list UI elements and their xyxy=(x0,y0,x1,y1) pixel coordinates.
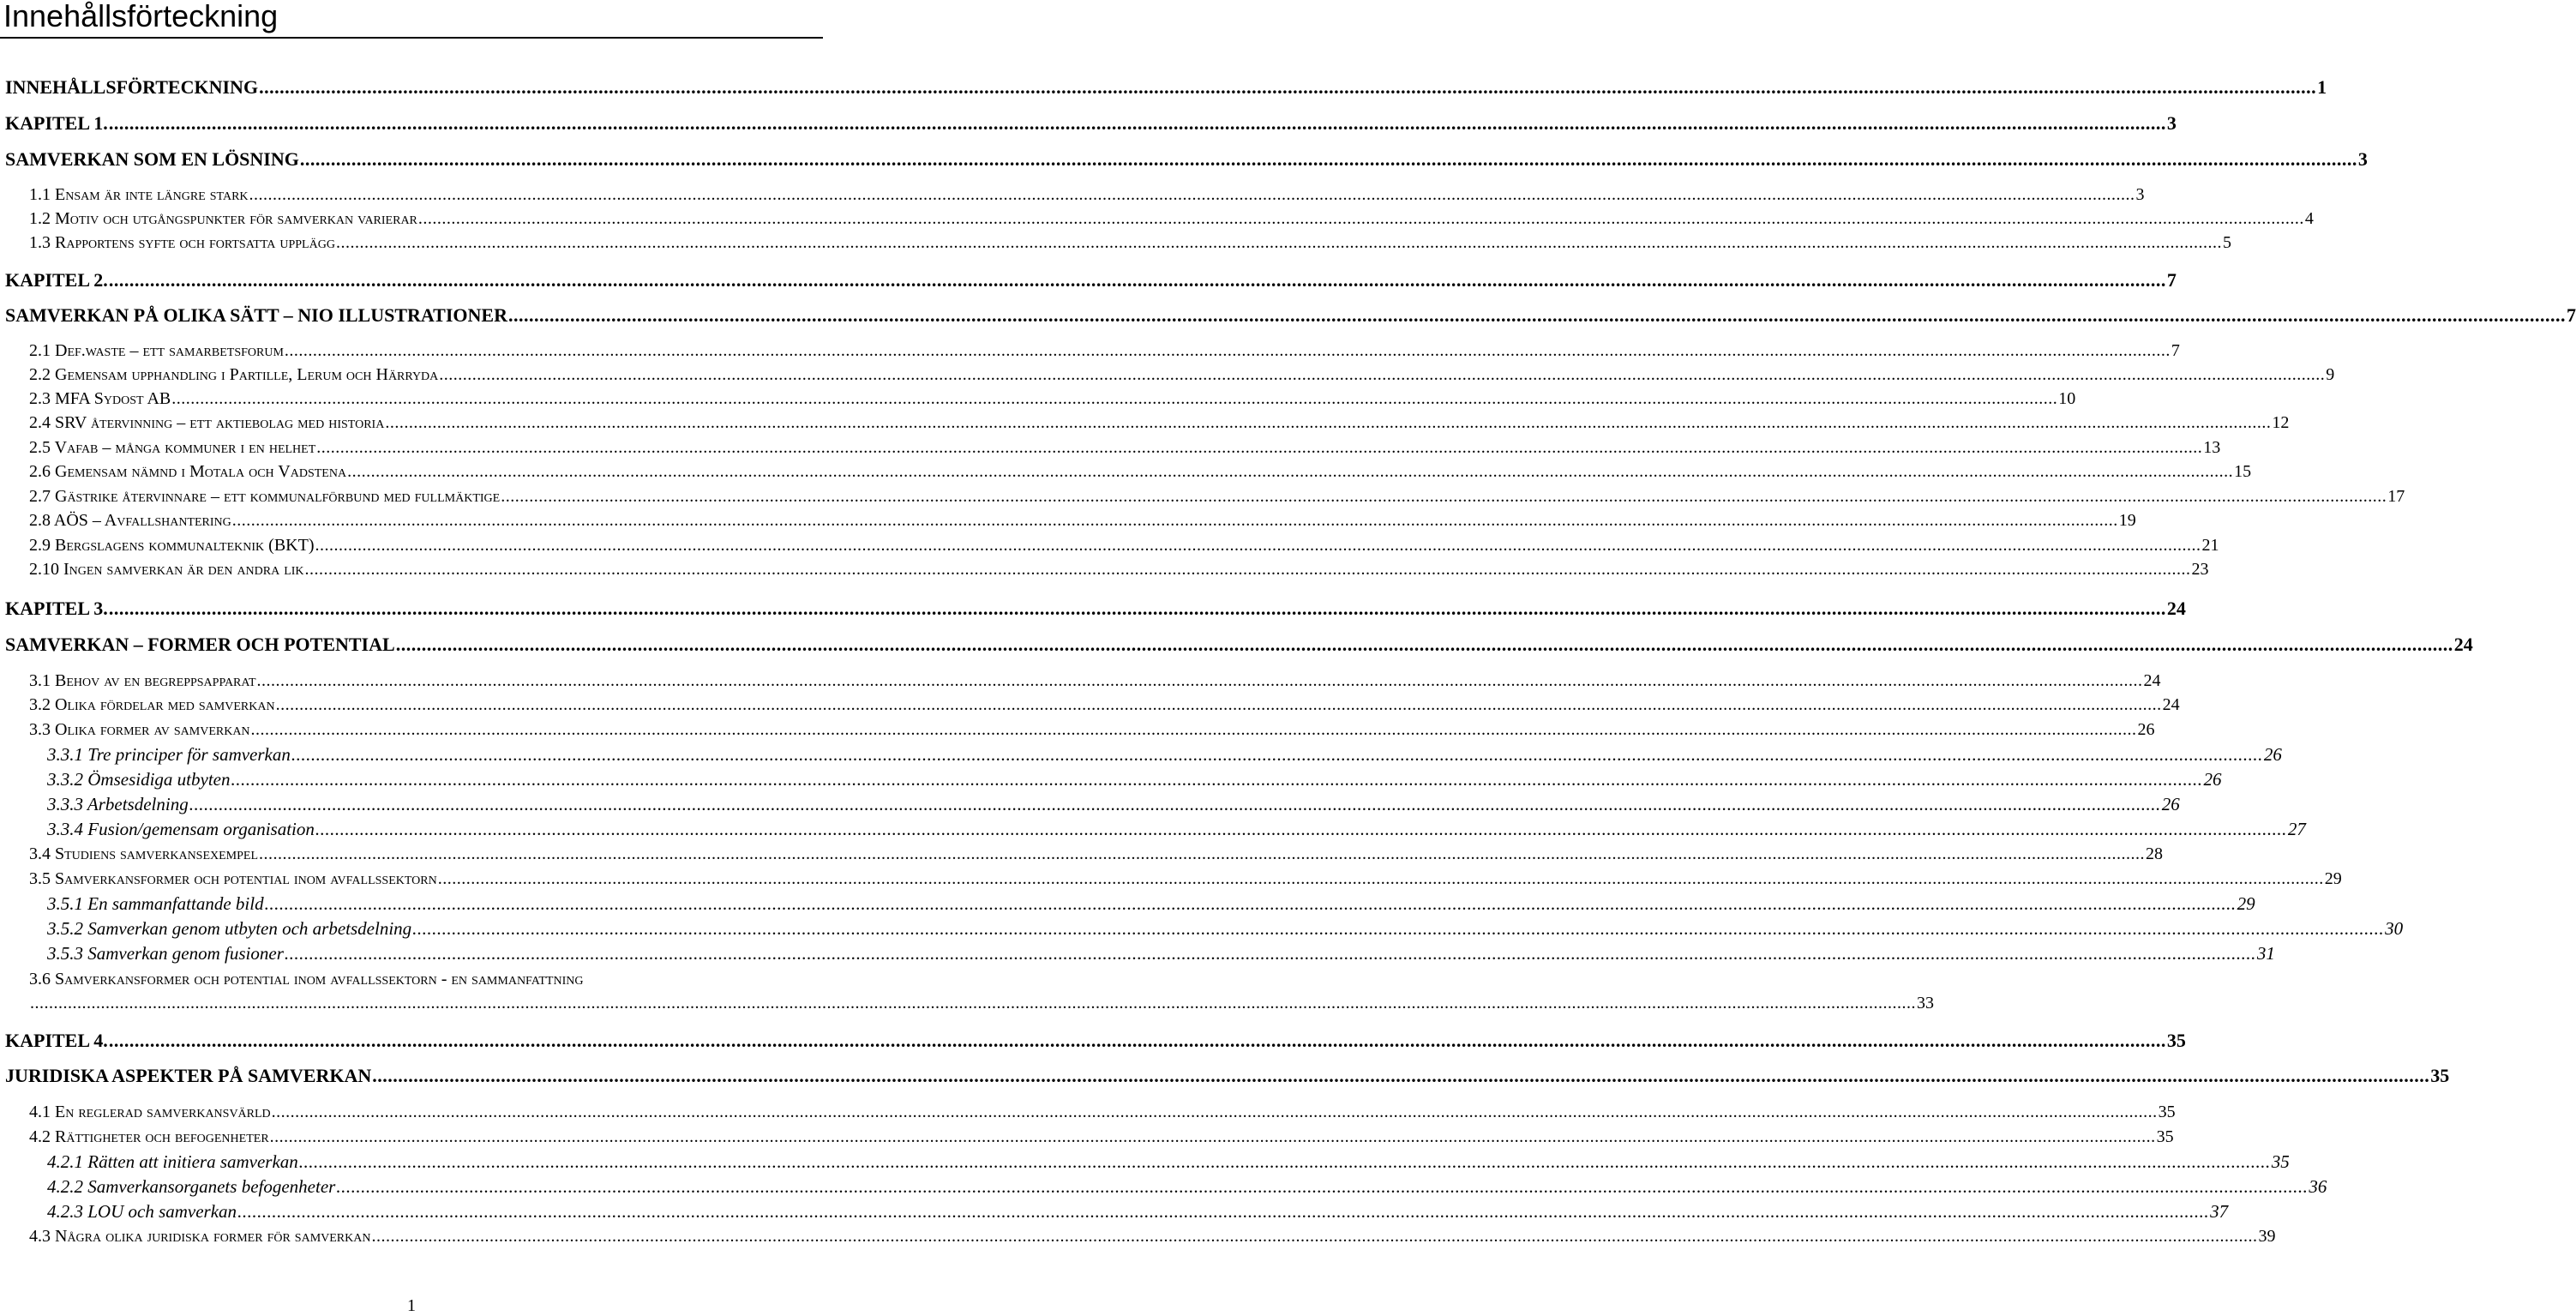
dot-leader: ................................................................................................................................................................................................................................................................................................................................................................................................................ xyxy=(291,744,2263,765)
toc-entry[interactable] xyxy=(29,511,2136,531)
dot-leader: ................................................................................................................................................................................................................................................................................................................................................................................................................ xyxy=(437,869,2324,888)
dot-leader: ................................................................................................................................................................................................................................................................................................................................................................................................................ xyxy=(108,269,2166,291)
toc-entry-page: 3 xyxy=(2135,185,2145,204)
toc-entry-label: 2.1 Def.waste – ett samarbetsforum xyxy=(29,341,284,360)
toc-entry-label: 2.2 Gemensam upphandling i Partille, Lerum och Härryda xyxy=(29,365,439,384)
toc-entry-page: 4 xyxy=(2304,209,2314,228)
toc-entry-page: 27 xyxy=(2287,819,2306,839)
toc-entry[interactable] xyxy=(29,413,2290,433)
toc-entry-page: 10 xyxy=(2058,389,2076,408)
toc-entry-page: 30 xyxy=(2385,918,2404,939)
dot-leader: ................................................................................................................................................................................................................................................................................................................................................................................................................ xyxy=(395,634,2453,655)
toc-entry-label: 3.2 Olika fördelar med samverkan xyxy=(29,695,275,714)
dot-leader: ................................................................................................................................................................................................................................................................................................................................................................................................................ xyxy=(108,112,2166,134)
toc-entry-page: 35 xyxy=(2271,1151,2290,1172)
toc-entry[interactable] xyxy=(29,695,2180,715)
toc-entry-page: 3 xyxy=(2166,112,2177,134)
toc-entry[interactable] xyxy=(47,893,2255,915)
toc-entry[interactable] xyxy=(47,1176,2327,1198)
dot-leader: ................................................................................................................................................................................................................................................................................................................................................................................................................ xyxy=(284,341,2171,360)
toc-entry-label: 3.3.2 Ömsesidiga utbyten xyxy=(47,769,231,790)
toc-entry[interactable] xyxy=(29,233,2231,253)
toc-entry-label: 4.2.2 Samverkansorganets befogenheter xyxy=(47,1176,336,1197)
dot-leader: ................................................................................................................................................................................................................................................................................................................................................................................................................ xyxy=(299,148,2357,170)
toc-entry-label: KAPITEL 2. xyxy=(5,269,108,291)
toc-entry-label: 3.3.3 Arbetsdelning xyxy=(47,794,189,814)
toc-entry-label: SAMVERKAN PÅ OLIKA SÄTT – NIO ILLUSTRATIONER xyxy=(5,304,507,326)
dot-leader: ................................................................................................................................................................................................................................................................................................................................................................................................................ xyxy=(417,209,2304,228)
toc-entry[interactable] xyxy=(5,304,2576,327)
toc-entry-page: 7 xyxy=(2166,269,2177,291)
toc-entry-page: 35 xyxy=(2166,1030,2186,1051)
toc-entry[interactable] xyxy=(47,794,2180,815)
toc-entry[interactable] xyxy=(29,389,2076,409)
toc-entry-label: KAPITEL 3. xyxy=(5,598,108,619)
dot-leader: ................................................................................................................................................................................................................................................................................................................................................................................................................ xyxy=(269,1127,2156,1146)
toc-entry-page: 33 xyxy=(1917,994,1934,1013)
dot-leader: ................................................................................................................................................................................................................................................................................................................................................................................................................ xyxy=(385,413,2272,432)
dot-leader: ................................................................................................................................................................................................................................................................................................................................................................................................................ xyxy=(237,1201,2210,1222)
toc-entry-page: 19 xyxy=(2118,511,2136,530)
toc-entry-page: 35 xyxy=(2156,1127,2174,1146)
toc-entry[interactable] xyxy=(29,185,2145,205)
toc-entry[interactable] xyxy=(47,1151,2290,1173)
toc-entry-page: 3 xyxy=(2357,148,2368,170)
toc-entry[interactable] xyxy=(29,720,2155,740)
toc-entry-page: 21 xyxy=(2201,536,2219,555)
toc-entry-label: 3.5.1 En sammanfattande bild xyxy=(47,893,264,914)
toc-entry[interactable] xyxy=(5,634,2473,656)
toc-entry-label: KAPITEL 1. xyxy=(5,112,108,134)
page-title: Innehållsförteckning xyxy=(3,0,279,33)
toc-entry[interactable] xyxy=(5,76,2327,99)
toc-entry-label: 3.3.4 Fusion/gemensam organisation xyxy=(47,819,315,839)
toc-entry-label: 1.2 Motiv och utgångspunkter för samverkan varierar xyxy=(29,209,417,228)
toc-entry-label: 4.2 Rättigheter och befogenheter xyxy=(29,1127,269,1146)
toc-entry-label: INNEHÅLLSFÖRTECKNING xyxy=(5,76,259,98)
toc-entry-page: 26 xyxy=(2137,720,2155,739)
toc-entry-page: 29 xyxy=(2324,869,2342,888)
dot-leader: ................................................................................................................................................................................................................................................................................................................................................................................................................ xyxy=(315,536,2201,555)
toc-entry-page: 1 xyxy=(2317,76,2327,98)
toc-entry[interactable] xyxy=(29,1127,2174,1147)
toc-entry[interactable] xyxy=(29,209,2314,229)
toc-entry[interactable] xyxy=(47,1201,2229,1223)
toc-entry-label: 3.3.1 Tre principer för samverkan xyxy=(47,744,291,765)
dot-leader: ................................................................................................................................................................................................................................................................................................................................................................................................................ xyxy=(412,918,2385,939)
toc-entry-label: SAMVERKAN – FORMER OCH POTENTIAL xyxy=(5,634,395,655)
dot-leader: ................................................................................................................................................................................................................................................................................................................................................................................................................ xyxy=(250,720,2137,739)
toc-entry[interactable] xyxy=(47,744,2282,766)
toc-entry-label: 3.6 Samverkansformer och potential inom avfallssektorn - en sammanfattning xyxy=(29,970,584,989)
dot-leader: ................................................................................................................................................................................................................................................................................................................................................................................................................ xyxy=(439,365,2326,384)
dot-leader: ................................................................................................................................................................................................................................................................................................................................................................................................................ xyxy=(271,1103,2158,1121)
toc-entry-label: 2.6 Gemensam nämnd i Motala och Vadstena xyxy=(29,462,347,481)
toc-entry-label: 2.5 Vafab – många kommuner i en helhet xyxy=(29,438,316,457)
dot-leader: ................................................................................................................................................................................................................................................................................................................................................................................................................ xyxy=(304,560,2191,579)
dot-leader: ................................................................................................................................................................................................................................................................................................................................................................................................................ xyxy=(108,598,2166,619)
toc-entry-label: 4.2.3 LOU och samverkan xyxy=(47,1201,237,1222)
toc-entry[interactable] xyxy=(29,365,2335,385)
toc-entry-label: 3.3 Olika former av samverkan xyxy=(29,720,250,739)
toc-entry-label: 2.10 Ingen samverkan är den andra lik xyxy=(29,560,304,579)
dot-leader: ................................................................................................................................................................................................................................................................................................................................................................................................................ xyxy=(372,1065,2430,1086)
toc-entry-label: KAPITEL 4. xyxy=(5,1030,108,1051)
toc-entry-page: 17 xyxy=(2387,487,2405,506)
toc-entry[interactable] xyxy=(29,438,2221,458)
toc-entry-page: 26 xyxy=(2203,769,2222,790)
dot-leader: ................................................................................................................................................................................................................................................................................................................................................................................................................ xyxy=(30,994,1916,1013)
dot-leader: ................................................................................................................................................................................................................................................................................................................................................................................................................ xyxy=(231,769,2203,790)
toc-entry-page: 7 xyxy=(2566,304,2576,326)
toc-entry-page: 12 xyxy=(2272,413,2290,432)
toc-entry-page: 23 xyxy=(2191,560,2209,579)
toc-entry[interactable] xyxy=(29,536,2219,556)
dot-leader: ................................................................................................................................................................................................................................................................................................................................................................................................................ xyxy=(231,511,2118,530)
dot-leader: ................................................................................................................................................................................................................................................................................................................................................................................................................ xyxy=(256,671,2143,690)
toc-entry-page: 37 xyxy=(2210,1201,2229,1222)
toc-entry[interactable] xyxy=(5,1065,2450,1087)
toc-entry[interactable] xyxy=(5,148,2368,171)
dot-leader: ................................................................................................................................................................................................................................................................................................................................................................................................................ xyxy=(189,794,2161,814)
dot-leader: ................................................................................................................................................................................................................................................................................................................................................................................................................ xyxy=(335,233,2222,252)
toc-entry[interactable] xyxy=(29,487,2405,507)
toc-entry[interactable] xyxy=(29,1227,2276,1247)
toc-entry-page: 35 xyxy=(2158,1103,2176,1121)
toc-entry-label: JURIDISKA ASPEKTER PÅ SAMVERKAN xyxy=(5,1065,372,1086)
toc-entry[interactable] xyxy=(29,560,2209,580)
toc-entry-page: 36 xyxy=(2309,1176,2327,1197)
toc-entry-label: 2.7 Gästrike återvinnare – ett kommunalförbund med fullmäktige xyxy=(29,487,501,506)
toc-entry-page: 26 xyxy=(2161,794,2180,814)
dot-leader: ................................................................................................................................................................................................................................................................................................................................................................................................................ xyxy=(171,389,2058,408)
toc-entry-label: 3.4 Studiens samverkansexempel xyxy=(29,844,259,863)
toc-entry-page: 24 xyxy=(2166,598,2186,619)
toc-entry-page: 24 xyxy=(2143,671,2161,690)
dot-leader: ................................................................................................................................................................................................................................................................................................................................................................................................................ xyxy=(347,462,2234,481)
dot-leader: ................................................................................................................................................................................................................................................................................................................................................................................................................ xyxy=(249,185,2135,204)
dot-leader: ................................................................................................................................................................................................................................................................................................................................................................................................................ xyxy=(336,1176,2309,1197)
toc-entry[interactable] xyxy=(47,819,2306,840)
toc-entry-continuation[interactable] xyxy=(29,994,1934,1013)
toc-entry-label: 3.5.3 Samverkan genom fusioner xyxy=(47,943,284,964)
toc-entry[interactable] xyxy=(29,844,2164,864)
toc-entry-label: 1.1 Ensam är inte längre stark xyxy=(29,185,249,204)
dot-leader: ................................................................................................................................................................................................................................................................................................................................................................................................................ xyxy=(264,893,2237,914)
dot-leader: ................................................................................................................................................................................................................................................................................................................................................................................................................ xyxy=(259,76,2317,98)
page-number: 1 xyxy=(407,1296,416,1315)
toc-entry[interactable] xyxy=(5,598,2186,620)
dot-leader: ................................................................................................................................................................................................................................................................................................................................................................................................................ xyxy=(275,695,2162,714)
toc-entry-page: 28 xyxy=(2146,844,2164,863)
toc-entry[interactable] xyxy=(47,918,2404,940)
toc-entry-page: 31 xyxy=(2256,943,2275,964)
toc-entry-page: 35 xyxy=(2430,1065,2450,1086)
dot-leader: ................................................................................................................................................................................................................................................................................................................................................................................................................ xyxy=(316,438,2203,457)
toc-entry-wrapped[interactable] xyxy=(29,970,817,989)
toc-entry[interactable] xyxy=(5,112,2177,135)
dot-leader: ................................................................................................................................................................................................................................................................................................................................................................................................................ xyxy=(371,1227,2258,1246)
toc-entry-page: 13 xyxy=(2203,438,2221,457)
dot-leader: ................................................................................................................................................................................................................................................................................................................................................................................................................ xyxy=(315,819,2287,839)
toc-entry-page: 7 xyxy=(2171,341,2180,360)
dot-leader: ................................................................................................................................................................................................................................................................................................................................................................................................................ xyxy=(507,304,2566,326)
toc-entry-label: 3.5 Samverkansformer och potential inom avfallssektorn xyxy=(29,869,437,888)
toc-entry-label: 4.2.1 Rätten att initiera samverkan xyxy=(47,1151,298,1172)
toc-entry-page: 39 xyxy=(2258,1227,2276,1246)
toc-entry[interactable] xyxy=(47,769,2222,790)
toc-entry[interactable] xyxy=(29,462,2252,482)
dot-leader: ................................................................................................................................................................................................................................................................................................................................................................................................................ xyxy=(259,844,2146,863)
toc-entry[interactable] xyxy=(5,269,2177,291)
toc-entry[interactable] xyxy=(29,1103,2176,1122)
dot-leader: ................................................................................................................................................................................................................................................................................................................................................................................................................ xyxy=(298,1151,2271,1172)
dot-leader: ................................................................................................................................................................................................................................................................................................................................................................................................................ xyxy=(108,1030,2166,1051)
toc-entry-page: 15 xyxy=(2234,462,2252,481)
toc-entry-label: 3.1 Behov av en begreppsapparat xyxy=(29,671,256,690)
toc-entry[interactable] xyxy=(29,671,2161,691)
toc-entry-label: 1.3 Rapportens syfte och fortsatta upplägg xyxy=(29,233,335,252)
toc-entry-label: 2.4 SRV återvinning – ett aktiebolag med historia xyxy=(29,413,385,432)
toc-entry-page: 29 xyxy=(2237,893,2255,914)
toc-entry-label: 2.8 AÖS – Avfallshantering xyxy=(29,511,231,530)
dot-leader: ................................................................................................................................................................................................................................................................................................................................................................................................................ xyxy=(284,943,2256,964)
toc-entry[interactable] xyxy=(29,341,2180,361)
dot-leader: ................................................................................................................................................................................................................................................................................................................................................................................................................ xyxy=(501,487,2387,506)
toc-entry-page: 26 xyxy=(2263,744,2282,765)
toc-entry-label: 2.9 Bergslagens kommunalteknik (BKT) xyxy=(29,536,315,555)
toc-entry-page: 9 xyxy=(2326,365,2335,384)
toc-entry-label: 2.3 MFA Sydost AB xyxy=(29,389,171,408)
toc-entry-page: 24 xyxy=(2453,634,2473,655)
toc-entry-label: 3.5.2 Samverkan genom utbyten och arbetsdelning xyxy=(47,918,412,939)
toc-entry-page: 24 xyxy=(2162,695,2180,714)
toc-entry[interactable] xyxy=(5,1030,2186,1052)
toc-entry-label: 4.1 En reglerad samverkansvärld xyxy=(29,1103,271,1121)
toc-entry[interactable] xyxy=(29,869,2342,889)
toc-entry-page: 5 xyxy=(2222,233,2231,252)
toc-entry-label: SAMVERKAN SOM EN LÖSNING xyxy=(5,148,299,170)
toc-entry[interactable] xyxy=(47,943,2275,964)
toc-entry-label: 4.3 Några olika juridiska former för samverkan xyxy=(29,1227,371,1246)
